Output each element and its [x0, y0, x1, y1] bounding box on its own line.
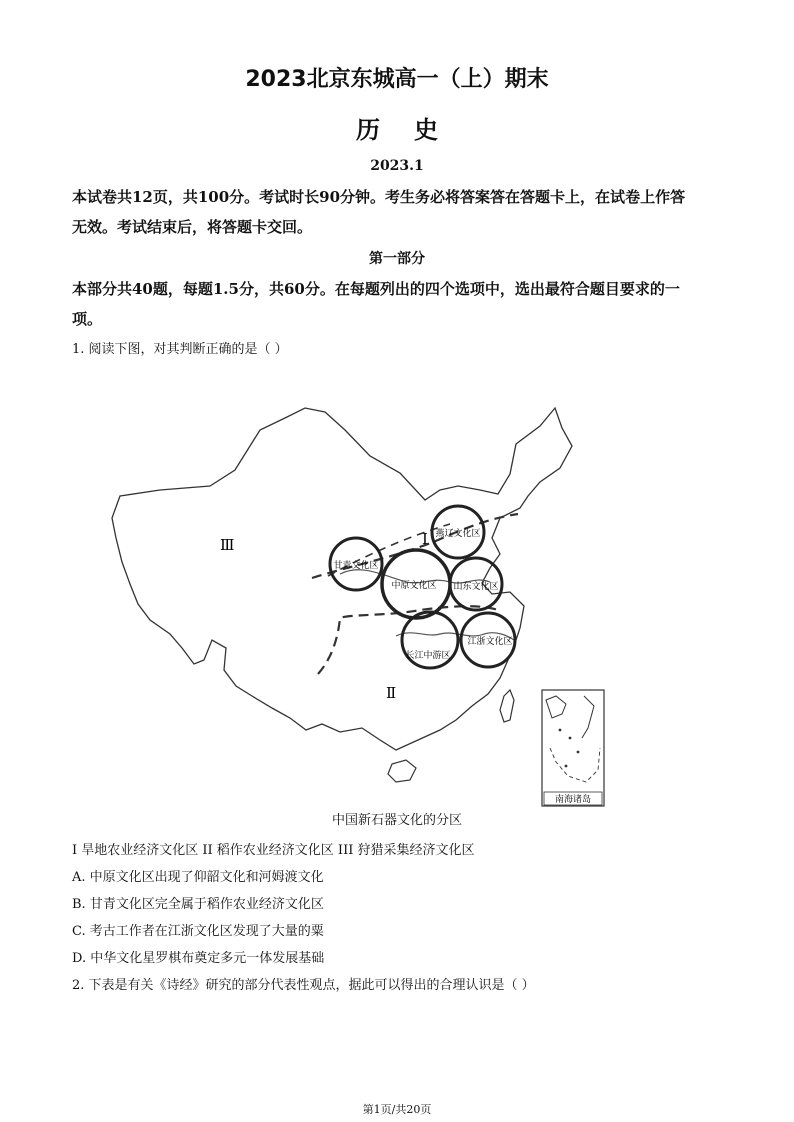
region-2-label: Ⅱ	[386, 684, 397, 702]
yanliao-label: 燕辽文化区	[435, 529, 481, 539]
question-1-stem: 1. 阅读下图，对其判断正确的是（ ）	[72, 342, 288, 357]
inset-label: 南海诸岛	[554, 795, 592, 805]
map-caption: 中国新石器文化的分区	[331, 813, 462, 828]
part-desc-line-1: 本部分共40题，每题1.5分，共60分。在每题列出的四个选项中，选出最符合题目要求的一	[72, 280, 680, 298]
document-title: 2023北京东城高一（上）期末	[245, 67, 549, 92]
map-legend: I 旱地农业经济文化区 II 稻作农业经济文化区 III 狩猎采集经济文化区	[72, 843, 475, 858]
question-2-stem: 2. 下表是有关《诗经》研究的部分代表性观点，据此可以得出的合理认识是（ ）	[72, 978, 535, 993]
exam-date: 2023.1	[370, 158, 424, 174]
option-b: B. 甘青文化区完全属于稻作农业经济文化区	[72, 897, 324, 912]
changjiang-label: 长江中游区	[405, 651, 451, 661]
part-description	[72, 274, 724, 334]
region-1-label: Ⅰ	[422, 530, 428, 548]
neolithic-culture-map	[100, 378, 640, 818]
subject-title: 历史	[356, 116, 472, 144]
instructions-line-1: 本试卷共12页，共100分。考试时长90分钟。考生务必将答案答在答题卡上，在试卷上作答	[72, 188, 686, 206]
option-c: C. 考古工作者在江浙文化区发现了大量的粟	[72, 924, 324, 939]
hainan-island	[388, 760, 416, 782]
ganqing-label: 甘青文化区	[333, 561, 379, 571]
jiangzhe-label: 江浙文化区	[467, 637, 513, 647]
region-3-label: Ⅲ	[220, 536, 235, 554]
zhongyuan-label: 中原文化区	[391, 581, 437, 591]
instructions	[72, 182, 724, 242]
option-a: A. 中原文化区出现了仰韶文化和河姆渡文化	[72, 870, 324, 885]
option-d: D. 中华文化星罗棋布奠定多元一体发展基础	[72, 951, 325, 966]
shandong-label: 山东文化区	[453, 582, 499, 592]
instructions-line-2: 无效。考试结束后，将答题卡交回。	[72, 218, 313, 236]
part-desc-line-2: 项。	[72, 310, 103, 328]
page-footer: 第1页/共20页	[362, 1103, 432, 1116]
part-title: 第一部分	[369, 251, 425, 267]
south-china-sea-inset	[542, 690, 604, 806]
taiwan-island	[500, 690, 514, 722]
